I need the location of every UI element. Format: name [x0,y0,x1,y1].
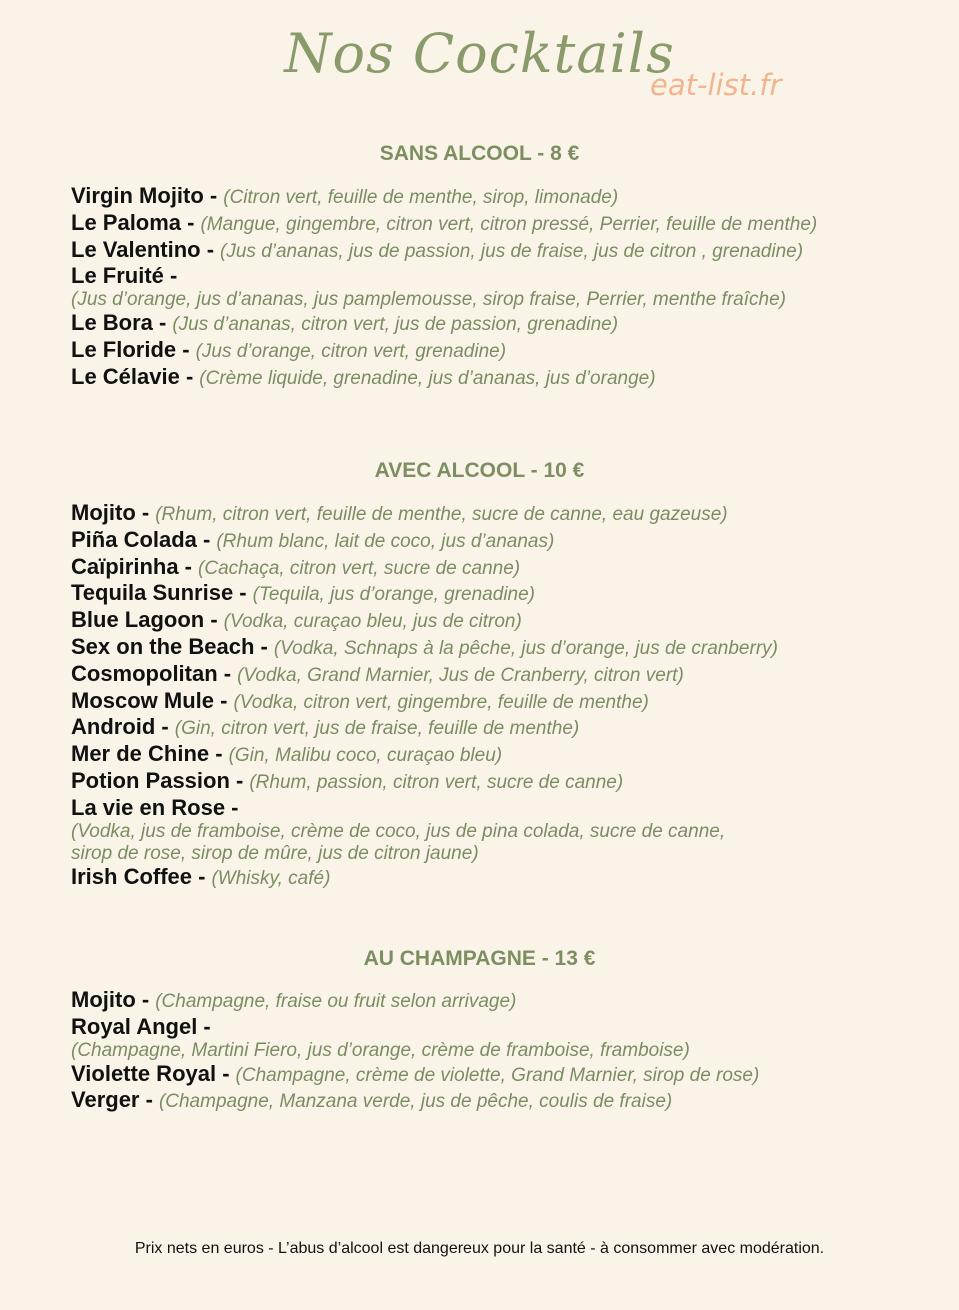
item-name: Irish Coffee - [71,863,206,889]
menu-item [71,211,931,238]
item-description: (Vodka, jus de framboise, crème de coco, jus de pina colada, sucre de canne, [71,820,726,842]
item-description: (Rhum, passion, citron vert, sucre de canne) [249,771,624,793]
menu-item [71,715,931,742]
item-description: (Citron vert, feuille de menthe, sirop, limonade) [223,187,619,208]
item-name: Tequila Sunrise - [71,580,247,606]
footer-disclaimer: Prix nets en euros - L’abus d’alcool est dangereux pour la santé - à consommer avec modération. [134,1240,825,1257]
menu-item [71,635,931,662]
brand-watermark: eat-list.fr [650,68,782,102]
item-description-cont: sirop de rose, sirop de mûre, jus de citron jaune) [71,842,479,864]
menu-item [71,1062,931,1089]
item-name: Blue Lagoon - [71,607,218,633]
item-name: Violette Royal - [71,1060,230,1086]
item-description: (Champagne, crème de violette, Grand Marnier, sirop de rose) [235,1064,760,1086]
menu-list-avec-alcool [71,501,931,891]
item-description: (Champagne, fraise ou fruit selon arrivage) [155,991,517,1012]
item-name: Virgin Mojito - [71,183,218,208]
item-name: Piña Colada - [71,526,211,552]
item-name: Android - [71,714,169,740]
menu-item [71,865,931,892]
item-description: (Vodka, citron vert, gingembre, feuille de menthe) [233,691,649,713]
menu-item [71,742,931,769]
menu-list-sans-alcool [71,184,931,392]
menu-item [71,555,931,582]
item-description: (Mangue, gingembre, citron vert, citron pressé, Perrier, feuille de menthe) [200,213,818,235]
item-name: Le Floride - [71,336,190,362]
item-name: Le Bora - [71,310,167,336]
item-name: Mojito - [71,500,150,525]
item-name: Moscow Mule - [71,687,228,713]
menu-item [71,689,931,716]
page-title: Nos Cocktails [284,22,675,85]
item-name: Le Célavie - [71,363,194,389]
item-name: Le Paloma - [71,209,195,235]
item-description: (Jus d’orange, citron vert, grenadine) [195,340,507,362]
menu-item [71,1088,931,1115]
section-title-avec-alcool: AVEC ALCOOL - 10 € [374,459,585,482]
menu-item [71,662,931,689]
menu-item [71,264,931,311]
menu-list-champagne [71,988,931,1115]
menu-item [71,238,931,265]
menu-item [71,581,931,608]
item-name: La vie en Rose - [71,794,239,820]
menu-item [71,338,931,365]
menu-item [71,796,931,865]
item-description: (Cachaça, citron vert, sucre de canne) [198,557,521,579]
menu-item [71,988,931,1015]
menu-item [71,184,931,211]
item-name: Verger - [71,1087,153,1113]
menu-item [71,608,931,635]
item-description: (Jus d’orange, jus d’ananas, jus pamplemousse, sirop fraise, Perrier, menthe fraîche) [71,289,786,311]
item-name: Potion Passion - [71,767,244,793]
item-description: (Champagne, Manzana verde, jus de pêche, coulis de fraise) [158,1091,673,1113]
item-description: (Rhum, citron vert, feuille de menthe, sucre de canne, eau gazeuse) [155,504,728,525]
item-name: Sex on the Beach - [71,633,268,659]
item-name: Royal Angel - [71,1013,211,1039]
menu-item [71,365,931,392]
item-name: Cosmopolitan - [71,660,232,686]
item-name: Caïpirinha - [71,553,193,579]
section-title-sans-alcool: SANS ALCOOL - 8 € [379,142,580,165]
menu-item [71,501,931,528]
item-description: (Jus d’ananas, citron vert, jus de passion, grenadine) [172,314,619,336]
item-description: (Gin, Malibu coco, curaçao bleu) [228,745,503,767]
menu-item [71,311,931,338]
section-title-champagne: AU CHAMPAGNE - 13 € [363,947,596,970]
item-name: Mer de Chine - [71,741,223,767]
item-description: (Crème liquide, grenadine, jus d’ananas, jus d’orange) [199,367,656,389]
item-description: (Champagne, Martini Fiero, jus d’orange, crème de framboise, framboise) [71,1039,690,1061]
menu-item [71,528,931,555]
item-description: (Vodka, Grand Marnier, Jus de Cranberry, citron vert) [237,664,684,686]
item-description: (Whisky, café) [211,867,331,889]
item-description: (Tequila, jus d’orange, grenadine) [252,584,535,606]
item-name: Le Valentino - [71,236,215,262]
item-name: Le Fruité - [71,263,178,289]
item-description: (Vodka, curaçao bleu, jus de citron) [223,611,522,633]
item-name: Mojito - [71,987,150,1012]
item-description: (Jus d’ananas, jus de passion, jus de fraise, jus de citron , grenadine) [220,240,804,262]
menu-item [71,1015,931,1062]
item-description: (Gin, citron vert, jus de fraise, feuille de menthe) [174,718,580,740]
item-description: (Vodka, Schnaps à la pêche, jus d’orange, jus de cranberry) [273,637,778,659]
menu-item [71,769,931,796]
item-description: (Rhum blanc, lait de coco, jus d’ananas) [216,530,555,552]
